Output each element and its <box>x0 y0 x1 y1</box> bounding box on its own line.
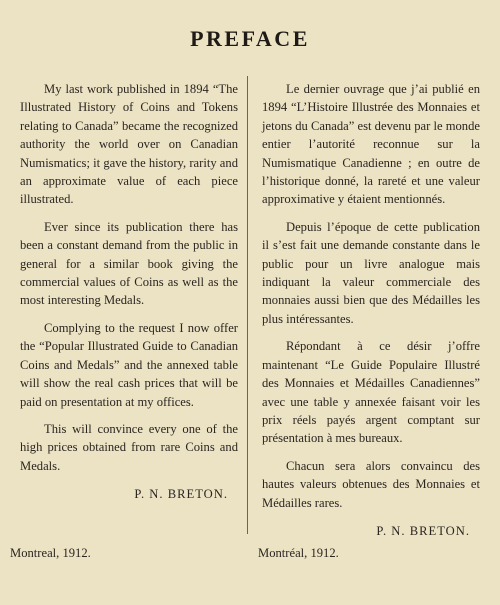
french-paragraph-4: Chacun sera alors convaincu des hautes valeurs obtenues des Monnaies et Médailles rares. <box>262 458 480 510</box>
column-divider <box>247 76 248 534</box>
french-signature: P. N. BRETON. <box>376 523 470 538</box>
english-paragraph-2: Ever since its publication there has been a constant demand from the public in general for a similar book giving the commercial values of Coins as well as the most interesting Medals. <box>20 219 238 308</box>
french-paragraph-3: Répondant à ce désir j’offre maintenant “Le Guide Populaire Illustré des Monnaies et Médailles Canadiennes” avec une table y annexée faisant voir les prix réels payés argent comptant sur présentation à mes bureaux. <box>262 339 480 446</box>
english-dateline: Montreal, 1912. <box>10 546 91 560</box>
english-signature: P. N. BRETON. <box>134 487 228 502</box>
english-paragraph-1: My last work published in 1894 “The Illustrated History of Coins and Tokens relating to Canada” became the recognized authority the world over on Canadian Numismatics; it gave the history, rarity and an approximate value of each piece illustrated. <box>20 82 238 207</box>
french-dateline: Montréal, 1912. <box>258 546 339 560</box>
french-paragraph-2: Depuis l’époque de cette publication il s’est fait une demande constante dans le public pour un livre analogue mais indiquant la valeur commerciale des monnaies aussi bien que des Médailles les plus intéressantes. <box>262 219 480 326</box>
french-column <box>262 80 480 540</box>
english-paragraph-4: This will convince every one of the high prices obtained from rare Coins and Medals. <box>20 421 238 473</box>
page-title: PREFACE <box>190 26 310 51</box>
english-column <box>20 80 238 504</box>
french-paragraph-1: Le dernier ouvrage que j’ai publié en 1894 “L’Histoire Illustrée des Monnaies et jetons du Canada” est devenu par le monde entier l’autorité reconnue sur la Numismatique Canadienne ; en outre de l’historique donné, la rareté et une valeur approximative y étaient mentionnés. <box>262 82 480 207</box>
english-paragraph-3: Complying to the request I now offer the “Popular Illustrated Guide to Canadian Coins and Medals” and the annexed table will show the real cash prices that will be paid on presentation at my offices. <box>20 320 238 409</box>
